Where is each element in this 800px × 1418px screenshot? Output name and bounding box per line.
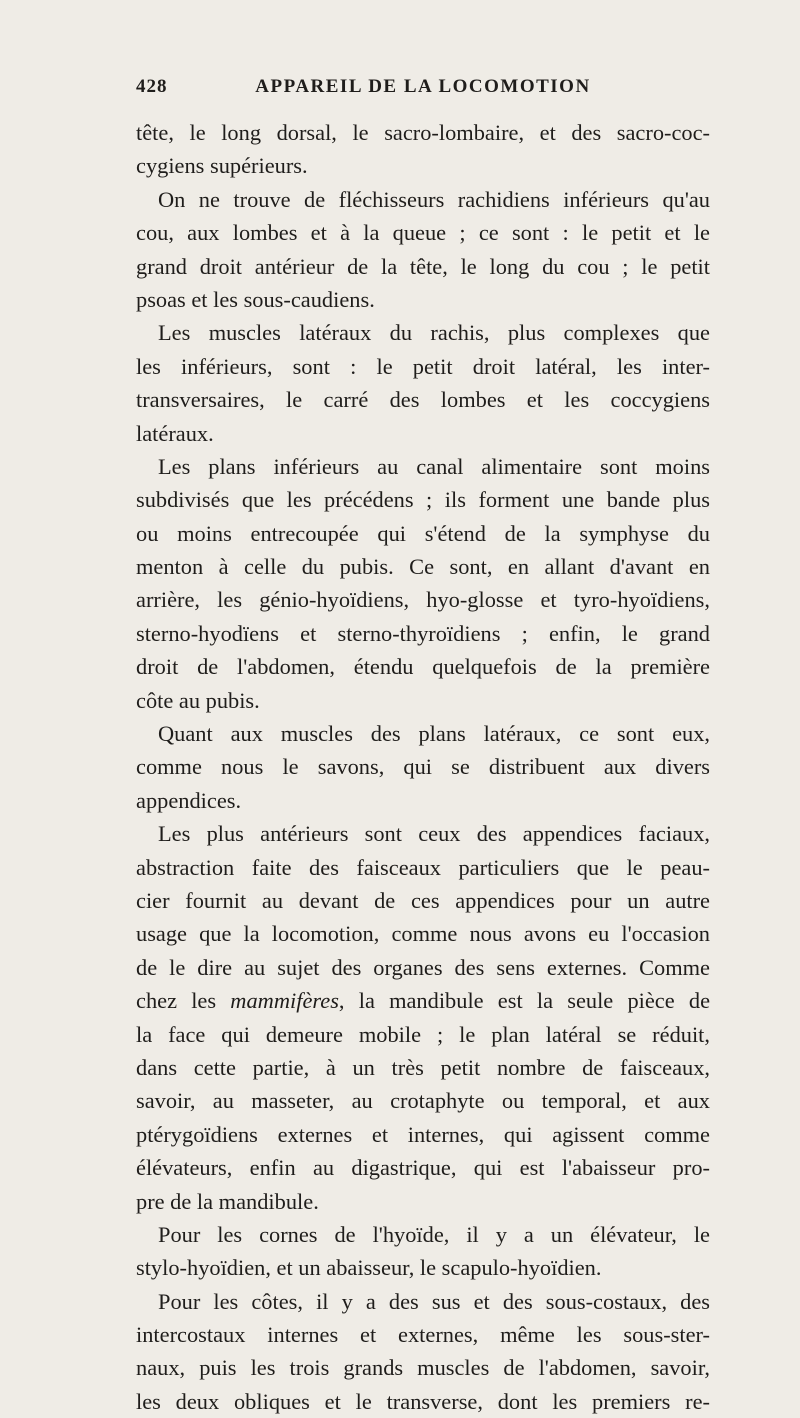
text-line: abstraction faite des faisceaux particuliers que le peau- (136, 854, 710, 880)
text-line: Les plans inférieurs au canal alimentaire sont moins (158, 453, 710, 479)
text-line: de le dire au sujet des organes des sens externes. Comme (136, 954, 710, 980)
text-line: ou moins entrecoupée qui s'étend de la symphyse du (136, 520, 710, 546)
text-line: tête, le long dorsal, le sacro-lombaire, et des sacro-coc- (136, 120, 710, 145)
text-line: droit de l'abdomen, étendu quelquefois de la première (136, 654, 710, 680)
text-line: On ne trouve de fléchisseurs rachidiens inférieurs qu'au (158, 186, 710, 212)
text-line: subdivisés que les précédens ; ils forment une bande plus (136, 487, 710, 513)
text-line: sterno-hyodïens et sterno-thyroïdiens ; enfin, le grand (136, 620, 710, 646)
text-line: appendices. (136, 787, 242, 813)
text-line: cou, aux lombes et à la queue ; ce sont : le petit et le (136, 220, 710, 246)
italic-term: mammifères (230, 988, 339, 1014)
text-line: savoir, au masseter, au crotaphyte ou temporal, et aux (136, 1088, 710, 1114)
text-line: cier fournit au devant de ces appendices pour un autre (136, 887, 710, 913)
text-line: pre de la mandibule. (136, 1188, 319, 1214)
body-text (136, 116, 710, 1418)
text-line: grand droit antérieur de la tête, le long du cou ; le petit (136, 253, 710, 279)
text-line: naux, puis les trois grands muscles de l'abdomen, savoir, (136, 1355, 710, 1381)
text-line: intercostaux internes et externes, même les sous-ster- (136, 1322, 710, 1348)
text-line: psoas et les sous-caudiens. (136, 286, 375, 312)
text-line: stylo-hyoïdien, et un abaisseur, le scapulo-hyoïdien. (136, 1255, 602, 1281)
text-line: côte au pubis. (136, 687, 260, 713)
text-line: Quant aux muscles des plans latéraux, ce sont eux, (158, 721, 710, 747)
text-line: dans cette partie, à un très petit nombre de faisceaux, (136, 1054, 710, 1080)
running-title: APPAREIL DE LA LOCOMOTION (255, 76, 591, 97)
text-line: les deux obliques et le transverse, dont les premiers re- (136, 1388, 710, 1414)
text-line: chez les mammifères, la mandibule est la seule pièce de (136, 988, 711, 1014)
text-line: les inférieurs, sont : le petit droit latéral, les inter- (136, 353, 710, 379)
text-line: la face qui demeure mobile ; le plan latéral se réduit, (136, 1021, 710, 1047)
text-line: latéraux. (136, 420, 214, 446)
text-line: transversaires, le carré des lombes et les coccygiens (136, 387, 710, 413)
text-line: comme nous le savons, qui se distribuent aux divers (136, 754, 710, 780)
text-line: élévateurs, enfin au digastrique, qui est l'abaisseur pro- (136, 1155, 710, 1181)
text-line: usage que la locomotion, comme nous avons eu l'occasion (136, 921, 710, 947)
text-line: Pour les cornes de l'hyoïde, il y a un élévateur, le (158, 1221, 710, 1247)
page-header (136, 76, 710, 104)
text-line: arrière, les génio-hyoïdiens, hyo-glosse et tyro-hyoïdiens, (136, 587, 710, 613)
text-line: cygiens supérieurs. (136, 153, 308, 179)
text-line: Les muscles latéraux du rachis, plus complexes que (158, 320, 710, 346)
text-line: menton à celle du pubis. Ce sont, en allant d'avant en (136, 554, 710, 580)
text-line: Les plus antérieurs sont ceux des appendices faciaux, (158, 821, 710, 847)
text-line: Pour les côtes, il y a des sus et des sous-costaux, des (158, 1288, 710, 1314)
text-line: ptérygoïdiens externes et internes, qui agissent comme (136, 1121, 710, 1147)
page-number: 428 (136, 76, 168, 97)
